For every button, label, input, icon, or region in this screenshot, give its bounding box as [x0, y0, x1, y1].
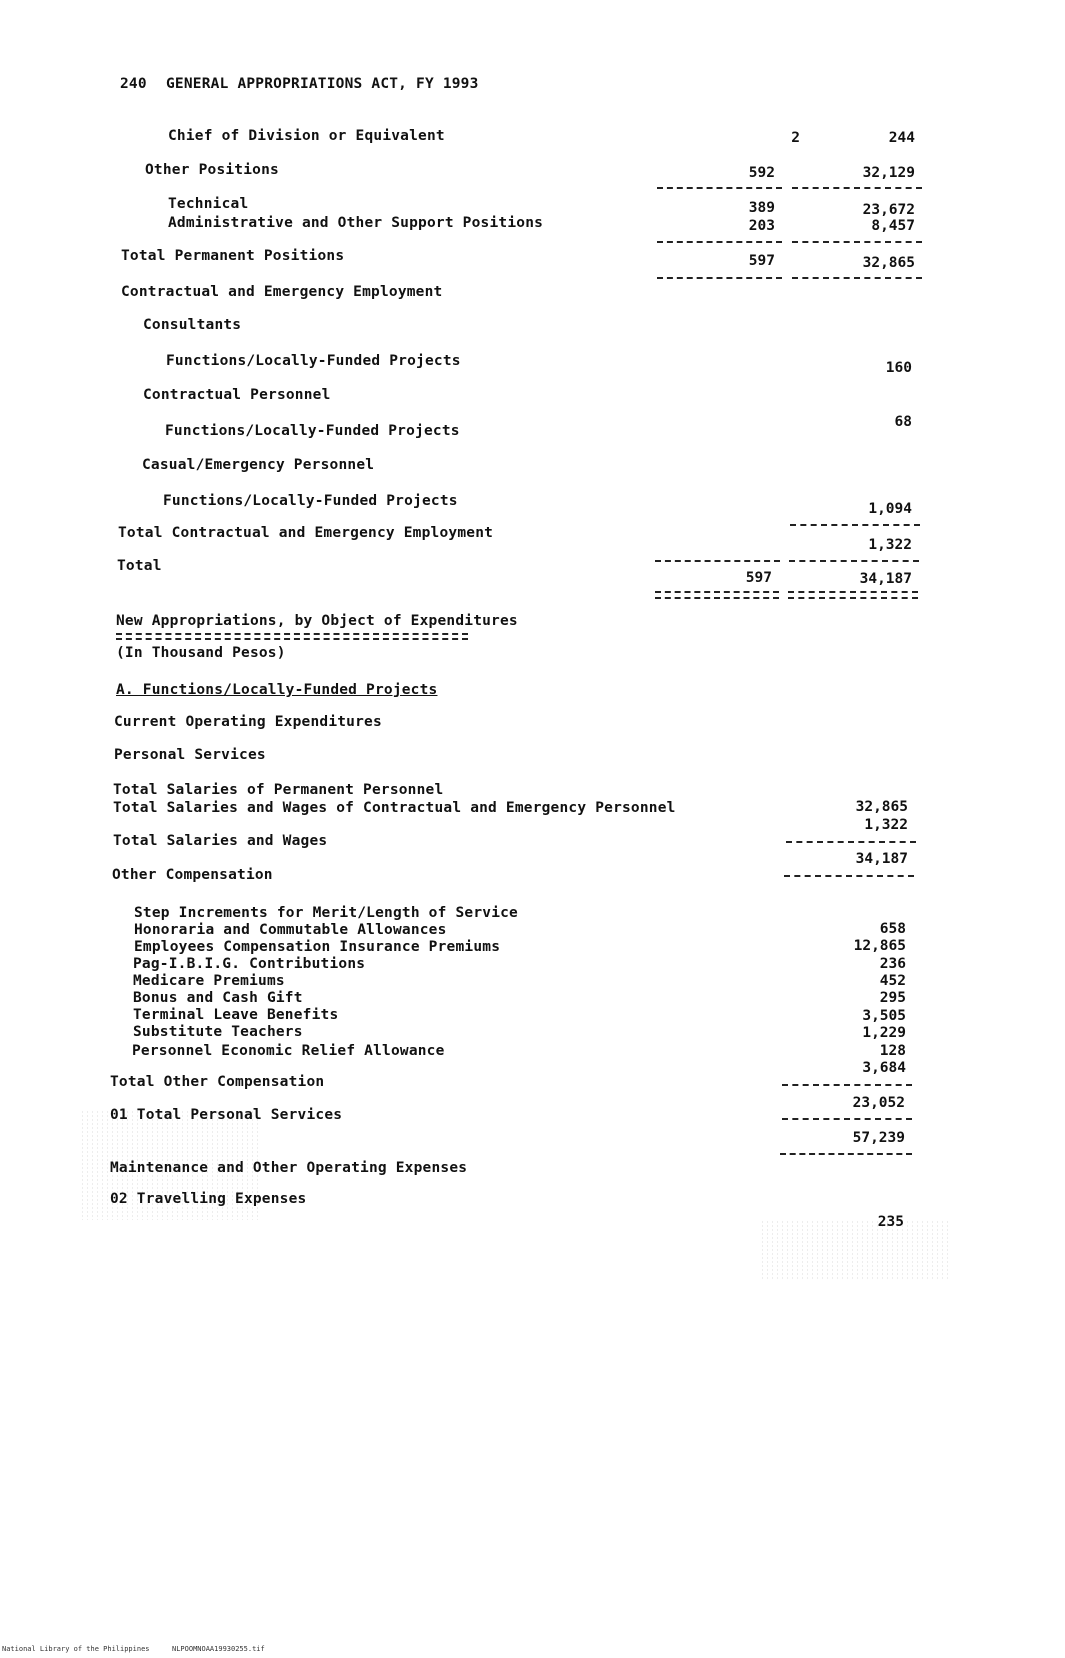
double-rule	[655, 591, 779, 599]
other-positions-label: Other Positions	[145, 162, 279, 178]
salaries-total-label: Total Salaries and Wages	[113, 833, 328, 849]
footer-file: NLPOOMNOAA19930255.tif	[172, 1645, 265, 1653]
footer-library: National Library of the Philippines	[2, 1645, 150, 1653]
total-contractual-label: Total Contractual and Emergency Employment	[118, 525, 494, 541]
other-compensation-label: Other Compensation	[112, 867, 273, 883]
current-operating-label: Current Operating Expenditures	[114, 714, 382, 730]
salaries-permanent-label: Total Salaries of Permanent Personnel	[113, 782, 444, 798]
total-amount: 34,187	[859, 571, 912, 587]
total-permanent-label: Total Permanent Positions	[121, 248, 345, 264]
total-count: 597	[745, 570, 772, 586]
salaries-contractual-label: Total Salaries and Wages of Contractual and Emergency Personnel	[113, 800, 676, 816]
total-permanent-amount: 32,865	[862, 255, 915, 271]
contractual-personnel-label: Contractual Personnel	[143, 387, 331, 403]
double-rule	[788, 591, 918, 599]
total-permanent-count: 597	[748, 253, 775, 269]
rule	[657, 241, 782, 243]
page-number: 240	[120, 76, 147, 92]
contractual-heading: Contractual and Emergency Employment	[121, 284, 443, 300]
consultants-label: Consultants	[143, 317, 242, 333]
total-contractual-amount: 1,322	[868, 537, 912, 553]
rule	[657, 187, 782, 189]
rule	[782, 1118, 912, 1120]
comp-item-label: Pag-I.B.I.G. Contributions	[133, 956, 366, 972]
comp-item-label: Bonus and Cash Gift	[133, 990, 303, 1006]
rule	[782, 1084, 912, 1086]
comp-item-amount: 236	[879, 956, 906, 972]
other-positions-count: 592	[748, 165, 775, 181]
consultants-sub: Functions/Locally-Funded Projects	[166, 353, 461, 369]
appropriations-heading: New Appropriations, by Object of Expenditures	[116, 613, 518, 629]
casual-amount: 1,094	[868, 501, 912, 517]
total-personal-label: 01 Total Personal Services	[110, 1107, 343, 1123]
comp-item-label: Medicare Premiums	[133, 973, 285, 989]
comp-item-label: Honoraria and Commutable Allowances	[134, 922, 447, 938]
salaries-total-amount: 34,187	[855, 851, 908, 867]
casual-label: Casual/Emergency Personnel	[142, 457, 375, 473]
admin-label: Administrative and Other Support Positions	[168, 215, 544, 231]
total-personal-amount: 57,239	[852, 1130, 905, 1146]
admin-count: 203	[748, 218, 775, 234]
technical-amount: 23,672	[862, 202, 915, 218]
technical-count: 389	[748, 200, 775, 216]
contractual-personnel-sub: Functions/Locally-Funded Projects	[165, 423, 460, 439]
salaries-contractual-amount: 1,322	[864, 817, 908, 833]
comp-item-label: Substitute Teachers	[133, 1024, 303, 1040]
rule	[792, 187, 922, 189]
comp-item-amount: 128	[879, 1043, 906, 1059]
travelling-label: 02 Travelling Expenses	[110, 1191, 307, 1207]
page-title: GENERAL APPROPRIATIONS ACT, FY 1993	[166, 76, 479, 92]
comp-item-amount: 12,865	[853, 938, 906, 954]
technical-label: Technical	[168, 196, 249, 212]
salaries-permanent-amount: 32,865	[855, 799, 908, 815]
rule	[789, 560, 919, 562]
personal-services-label: Personal Services	[114, 747, 266, 763]
rule	[657, 277, 782, 279]
casual-sub: Functions/Locally-Funded Projects	[163, 493, 458, 509]
chief-label: Chief of Division or Equivalent	[168, 128, 445, 144]
total-other-comp-amount: 23,052	[852, 1095, 905, 1111]
total-label: Total	[117, 558, 162, 574]
comp-item-label: Terminal Leave Benefits	[133, 1007, 339, 1023]
rule	[792, 241, 922, 243]
comp-item-amount: 295	[879, 990, 906, 1006]
rule	[790, 524, 920, 526]
total-other-comp-label: Total Other Compensation	[110, 1074, 325, 1090]
rule	[784, 875, 914, 877]
section-heading: A. Functions/Locally-Funded Projects	[116, 682, 438, 698]
heading-double-rule	[116, 633, 468, 640]
comp-item-amount: 658	[879, 921, 906, 937]
comp-item-label: Personnel Economic Relief Allowance	[132, 1043, 445, 1059]
other-positions-amount: 32,129	[862, 165, 915, 181]
comp-item-label: Employees Compensation Insurance Premiums	[134, 939, 501, 955]
comp-item-label: Step Increments for Merit/Length of Service	[134, 905, 518, 921]
rule	[780, 1153, 912, 1155]
rule	[792, 277, 922, 279]
consultants-amount: 160	[885, 360, 912, 376]
admin-amount: 8,457	[871, 218, 915, 234]
chief-amount: 244	[888, 130, 915, 146]
mooe-label: Maintenance and Other Operating Expenses	[110, 1160, 468, 1176]
units-label: (In Thousand Pesos)	[116, 645, 286, 661]
chief-count: 2	[791, 130, 800, 146]
travelling-amount: 235	[877, 1214, 904, 1230]
rule	[655, 560, 780, 562]
comp-item-amount: 3,684	[862, 1060, 906, 1076]
rule	[786, 841, 916, 843]
comp-item-amount: 1,229	[862, 1025, 906, 1041]
contractual-personnel-amount: 68	[894, 414, 912, 430]
comp-item-amount: 452	[879, 973, 906, 989]
comp-item-amount: 3,505	[862, 1008, 906, 1024]
